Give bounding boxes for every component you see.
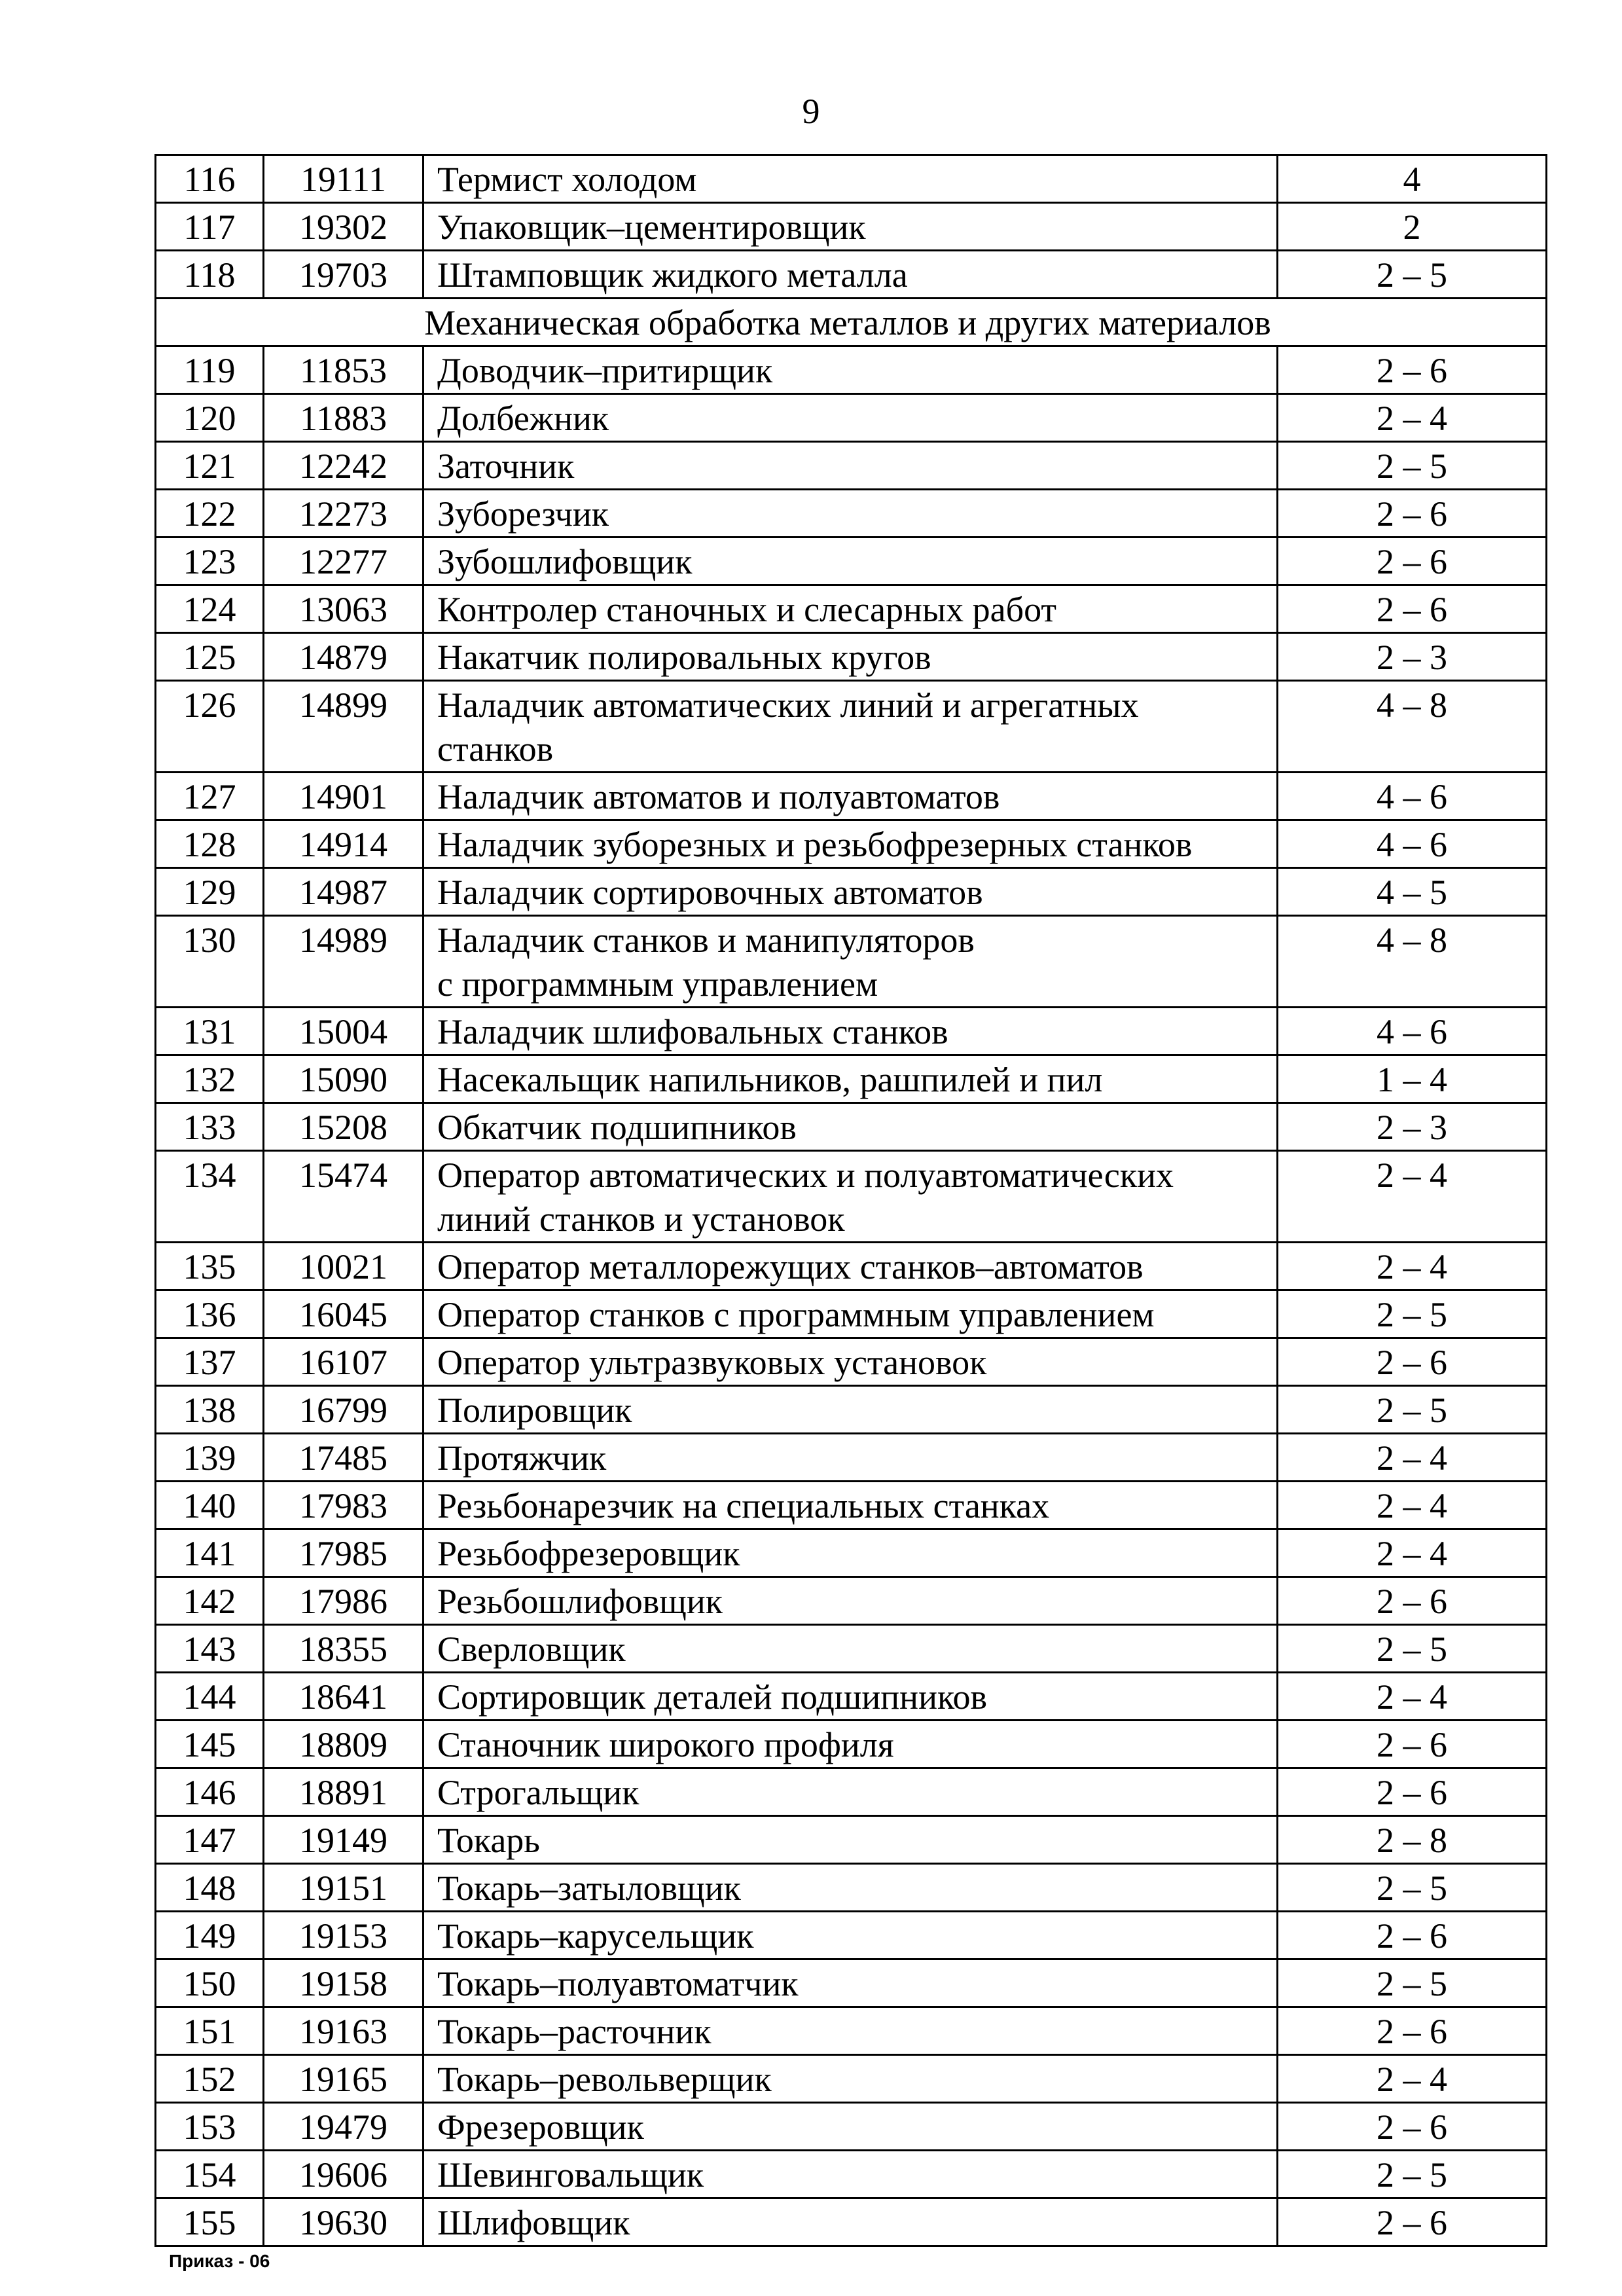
row-number: 141 [156,1529,264,1577]
row-number: 147 [156,1816,264,1864]
profession-name: Наладчик автоматов и полуавтоматов [424,773,1278,820]
grade-range: 2 – 5 [1278,251,1547,299]
table-row [156,916,1547,1008]
table-row [156,1529,1547,1577]
profession-code: 19165 [264,2055,424,2103]
grade-range: 4 – 8 [1278,916,1547,1008]
profession-name: Насекальщик напильников, рашпилей и пил [424,1055,1278,1103]
grade-range: 2 – 5 [1278,442,1547,490]
grade-range: 2 – 6 [1278,1912,1547,1959]
table-row [156,346,1547,394]
table-row [156,773,1547,820]
profession-name: Резьбонарезчик на специальных станках [424,1482,1278,1529]
profession-code: 15208 [264,1103,424,1151]
profession-name: Сортировщик деталей подшипников [424,1673,1278,1721]
grade-range: 2 [1278,203,1547,251]
row-number: 152 [156,2055,264,2103]
profession-name: Токарь [424,1816,1278,1864]
profession-name: Полировщик [424,1386,1278,1434]
profession-code: 15474 [264,1151,424,1243]
profession-name: Накатчик полировальных кругов [424,633,1278,681]
profession-code: 19606 [264,2151,424,2198]
table-row [156,1768,1547,1816]
profession-name: Оператор ультразвуковых установок [424,1338,1278,1386]
row-number: 118 [156,251,264,299]
grade-range: 4 – 6 [1278,773,1547,820]
table-row [156,1434,1547,1482]
professions-table-body [156,155,1547,2246]
profession-code: 18641 [264,1673,424,1721]
profession-code: 19111 [264,155,424,203]
table-row [156,1151,1547,1243]
row-number: 121 [156,442,264,490]
profession-name-line: Оператор автоматических и полуавтоматических [437,1156,1174,1195]
profession-code: 17983 [264,1482,424,1529]
table-row [156,1008,1547,1055]
profession-code: 16107 [264,1338,424,1386]
profession-code: 13063 [264,585,424,633]
grade-range: 2 – 4 [1278,1529,1547,1577]
profession-name: Протяжчик [424,1434,1278,1482]
profession-name: Зуборезчик [424,490,1278,538]
grade-range: 2 – 3 [1278,1103,1547,1151]
profession-name: Сверловщик [424,1625,1278,1673]
row-number: 143 [156,1625,264,1673]
profession-code: 19153 [264,1912,424,1959]
profession-name: Станочник широкого профиля [424,1721,1278,1768]
profession-name [424,916,1278,1008]
section-title: Механическая обработка металлов и других материалов [156,299,1547,346]
row-number: 139 [156,1434,264,1482]
profession-code: 15004 [264,1008,424,1055]
grade-range: 2 – 4 [1278,1151,1547,1243]
profession-code: 19149 [264,1816,424,1864]
row-number: 120 [156,394,264,442]
table-row [156,1338,1547,1386]
grade-range: 2 – 4 [1278,1243,1547,1290]
row-number: 132 [156,1055,264,1103]
profession-name-line: линий станков и установок [437,1199,845,1239]
grade-range: 1 – 4 [1278,1055,1547,1103]
row-number: 127 [156,773,264,820]
row-number: 125 [156,633,264,681]
grade-range: 4 – 6 [1278,1008,1547,1055]
profession-code: 19302 [264,203,424,251]
row-number: 142 [156,1577,264,1625]
table-row [156,442,1547,490]
profession-name: Токарь–револьверщик [424,2055,1278,2103]
profession-name: Наладчик шлифовальных станков [424,1008,1278,1055]
profession-code: 12277 [264,538,424,585]
profession-code: 10021 [264,1243,424,1290]
profession-name-line: Наладчик станков и манипуляторов [437,920,975,960]
grade-range: 2 – 5 [1278,1386,1547,1434]
grade-range: 4 – 5 [1278,868,1547,916]
row-number: 122 [156,490,264,538]
profession-name: Обкатчик подшипников [424,1103,1278,1151]
grade-range: 4 [1278,155,1547,203]
profession-code: 16799 [264,1386,424,1434]
profession-name: Шлифовщик [424,2198,1278,2246]
table-row [156,2151,1547,2198]
row-number: 148 [156,1864,264,1912]
row-number: 150 [156,1959,264,2007]
row-number: 116 [156,155,264,203]
table-row [156,633,1547,681]
grade-range: 2 – 4 [1278,2055,1547,2103]
grade-range: 2 – 6 [1278,346,1547,394]
table-row [156,1721,1547,1768]
table-row [156,820,1547,868]
profession-code: 15090 [264,1055,424,1103]
grade-range: 2 – 6 [1278,2007,1547,2055]
grade-range: 2 – 6 [1278,1721,1547,1768]
profession-code: 17986 [264,1577,424,1625]
profession-code: 18891 [264,1768,424,1816]
table-row [156,1386,1547,1434]
profession-code: 19158 [264,1959,424,2007]
profession-name: Оператор станков с программным управлением [424,1290,1278,1338]
row-number: 153 [156,2103,264,2151]
row-number: 129 [156,868,264,916]
table-row [156,2055,1547,2103]
profession-name: Токарь–полуавтоматчик [424,1959,1278,2007]
profession-name: Токарь–расточник [424,2007,1278,2055]
table-row [156,585,1547,633]
grade-range: 2 – 8 [1278,1816,1547,1864]
profession-name: Токарь–затыловщик [424,1864,1278,1912]
profession-code: 17985 [264,1529,424,1577]
grade-range: 4 – 8 [1278,681,1547,773]
profession-name: Токарь–карусельщик [424,1912,1278,1959]
profession-code: 11883 [264,394,424,442]
row-number: 130 [156,916,264,1008]
profession-code: 19151 [264,1864,424,1912]
profession-name [424,681,1278,773]
profession-name: Термист холодом [424,155,1278,203]
profession-code: 11853 [264,346,424,394]
table-row [156,538,1547,585]
row-number: 135 [156,1243,264,1290]
grade-range: 2 – 6 [1278,2103,1547,2151]
grade-range: 2 – 5 [1278,1625,1547,1673]
profession-name: Наладчик зуборезных и резьбофрезерных станков [424,820,1278,868]
profession-code: 18355 [264,1625,424,1673]
grade-range: 2 – 6 [1278,490,1547,538]
row-number: 145 [156,1721,264,1768]
row-number: 128 [156,820,264,868]
grade-range: 2 – 6 [1278,2198,1547,2246]
profession-code: 14879 [264,633,424,681]
row-number: 154 [156,2151,264,2198]
table-row [156,251,1547,299]
profession-code: 12273 [264,490,424,538]
grade-range: 2 – 3 [1278,633,1547,681]
profession-code: 16045 [264,1290,424,1338]
profession-name: Наладчик сортировочных автоматов [424,868,1278,916]
profession-name: Контролер станочных и слесарных работ [424,585,1278,633]
table-row [156,394,1547,442]
table-row [156,1055,1547,1103]
profession-name: Фрезеровщик [424,2103,1278,2151]
table-row [156,1103,1547,1151]
profession-name: Зубошлифовщик [424,538,1278,585]
table-row [156,490,1547,538]
profession-name: Резьбофрезеровщик [424,1529,1278,1577]
section-row [156,299,1547,346]
grade-range: 2 – 4 [1278,394,1547,442]
row-number: 133 [156,1103,264,1151]
profession-code: 19703 [264,251,424,299]
table-row [156,1864,1547,1912]
profession-code: 14914 [264,820,424,868]
row-number: 146 [156,1768,264,1816]
table-row [156,1959,1547,2007]
grade-range: 2 – 5 [1278,1864,1547,1912]
row-number: 149 [156,1912,264,1959]
profession-code: 14987 [264,868,424,916]
profession-name: Штамповщик жидкого металла [424,251,1278,299]
row-number: 124 [156,585,264,633]
profession-name: Заточник [424,442,1278,490]
table-row [156,2007,1547,2055]
row-number: 138 [156,1386,264,1434]
row-number: 140 [156,1482,264,1529]
profession-code: 19163 [264,2007,424,2055]
profession-code: 14901 [264,773,424,820]
table-row [156,2103,1547,2151]
profession-name-line: Наладчик автоматических линий и агрегатных [437,685,1139,725]
table-row [156,1625,1547,1673]
profession-name: Долбежник [424,394,1278,442]
profession-code: 17485 [264,1434,424,1482]
table-row [156,203,1547,251]
profession-code: 12242 [264,442,424,490]
profession-name: Строгальщик [424,1768,1278,1816]
grade-range: 2 – 6 [1278,1768,1547,1816]
table-row [156,1243,1547,1290]
grade-range: 2 – 5 [1278,1290,1547,1338]
profession-code: 14989 [264,916,424,1008]
footer-order-label: Приказ - 06 [169,2251,270,2271]
profession-code: 19630 [264,2198,424,2246]
table-row [156,681,1547,773]
row-number: 151 [156,2007,264,2055]
table-row [156,1290,1547,1338]
table-row [156,2198,1547,2246]
profession-name: Резьбошлифовщик [424,1577,1278,1625]
profession-name: Оператор металлорежущих станков–автоматов [424,1243,1278,1290]
grade-range: 2 – 6 [1278,1577,1547,1625]
grade-range: 2 – 6 [1278,585,1547,633]
profession-name-line: с программным управлением [437,964,878,1004]
grade-range: 2 – 5 [1278,2151,1547,2198]
table-row [156,1816,1547,1864]
row-number: 144 [156,1673,264,1721]
row-number: 134 [156,1151,264,1243]
table-row [156,1912,1547,1959]
row-number: 126 [156,681,264,773]
row-number: 119 [156,346,264,394]
profession-name-line: станков [437,729,554,769]
table-row [156,155,1547,203]
row-number: 137 [156,1338,264,1386]
table-row [156,1577,1547,1625]
table-row [156,868,1547,916]
row-number: 131 [156,1008,264,1055]
profession-code: 19479 [264,2103,424,2151]
profession-name [424,1151,1278,1243]
row-number: 123 [156,538,264,585]
profession-code: 14899 [264,681,424,773]
grade-range: 2 – 4 [1278,1673,1547,1721]
table-row [156,1482,1547,1529]
grade-range: 2 – 4 [1278,1482,1547,1529]
grade-range: 2 – 6 [1278,1338,1547,1386]
profession-name: Доводчик–притирщик [424,346,1278,394]
profession-code: 18809 [264,1721,424,1768]
page-number: 9 [802,92,820,131]
profession-name: Шевинговальщик [424,2151,1278,2198]
grade-range: 2 – 6 [1278,538,1547,585]
row-number: 155 [156,2198,264,2246]
row-number: 117 [156,203,264,251]
row-number: 136 [156,1290,264,1338]
grade-range: 4 – 6 [1278,820,1547,868]
professions-table [154,154,1547,2247]
grade-range: 2 – 5 [1278,1959,1547,2007]
table-row [156,1673,1547,1721]
profession-name: Упаковщик–цементировщик [424,203,1278,251]
grade-range: 2 – 4 [1278,1434,1547,1482]
